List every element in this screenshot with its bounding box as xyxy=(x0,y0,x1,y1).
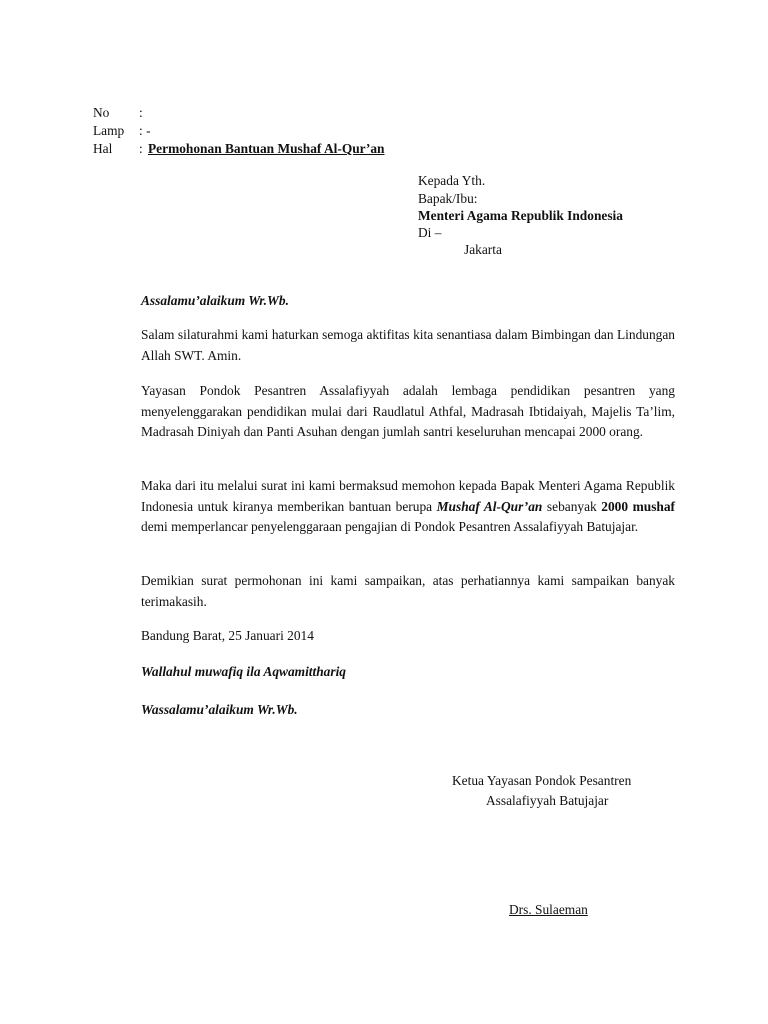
paragraph-1: Salam silaturahmi kami haturkan semoga aktifitas kita senantiasa dalam Bimbingan dan Lindungan Allah SWT. Amin. xyxy=(141,327,675,363)
no-label: No xyxy=(93,105,110,120)
place-date: Bandung Barat, 25 Januari 2014 xyxy=(141,628,314,643)
signature-title-2: Assalafiyyah Batujajar xyxy=(486,793,609,808)
paragraph-3-text-2: sebanyak xyxy=(542,498,602,514)
paragraph-4: Demikian surat permohonan ini kami sampaikan, atas perhatiannya kami sampaikan banyak terimakasih. xyxy=(141,573,675,609)
paragraph-3-emphasis-mushaf: Mushaf Al-Qur’an xyxy=(436,498,543,514)
subject-title: Permohonan Bantuan Mushaf Al-Qur’an xyxy=(148,141,385,156)
lamp-label: Lamp xyxy=(93,123,125,138)
no-separator: : xyxy=(139,105,143,120)
signatory-name: Drs. Sulaeman xyxy=(509,902,588,917)
paragraph-2: Yayasan Pondok Pesantren Assalafiyyah adalah lembaga pendidikan pesantren yang menyelenggarakan pendidikan mulai dari Raudlatul Athfal, Madrasah Ibtidaiyah, Majelis Ta’lim, Madrasah Diniyah dan Panti Asuhan dengan jumlah santri keseluruhan mencapai 2000 orang. xyxy=(141,383,675,440)
paragraph-3 xyxy=(141,476,675,538)
lamp-value: : - xyxy=(139,123,151,138)
recipient-city: Jakarta xyxy=(464,242,502,257)
recipient-line-1: Kepada Yth. xyxy=(418,173,486,188)
recipient-line-2: Bapak/Ibu: xyxy=(418,191,478,206)
recipient-line-4: Di – xyxy=(418,225,442,240)
greeting: Assalamu’alaikum Wr.Wb. xyxy=(141,293,289,308)
recipient-name: Menteri Agama Republik Indonesia xyxy=(418,208,623,223)
paragraph-3-text-1: Maka dari itu melalui surat ini kami bermaksud memohon kepada Bapak Menteri Agama Republik Indonesia untuk kiranya memberikan bantuan berupa xyxy=(141,478,675,514)
closing-phrase: Wallahul muwafiq ila Aqwamitthariq xyxy=(141,664,347,679)
hal-label: Hal xyxy=(93,141,113,156)
paragraph-3-emphasis-count: 2000 mushaf xyxy=(601,498,676,514)
paragraph-3-text-3: demi memperlancar penyelenggaraan pengajian di Pondok Pesantren Assalafiyyah Batujajar. xyxy=(141,519,639,535)
hal-separator: : xyxy=(139,141,143,156)
signature-title-1: Ketua Yayasan Pondok Pesantren xyxy=(452,773,632,788)
closing-salutation: Wassalamu’alaikum Wr.Wb. xyxy=(141,702,298,717)
